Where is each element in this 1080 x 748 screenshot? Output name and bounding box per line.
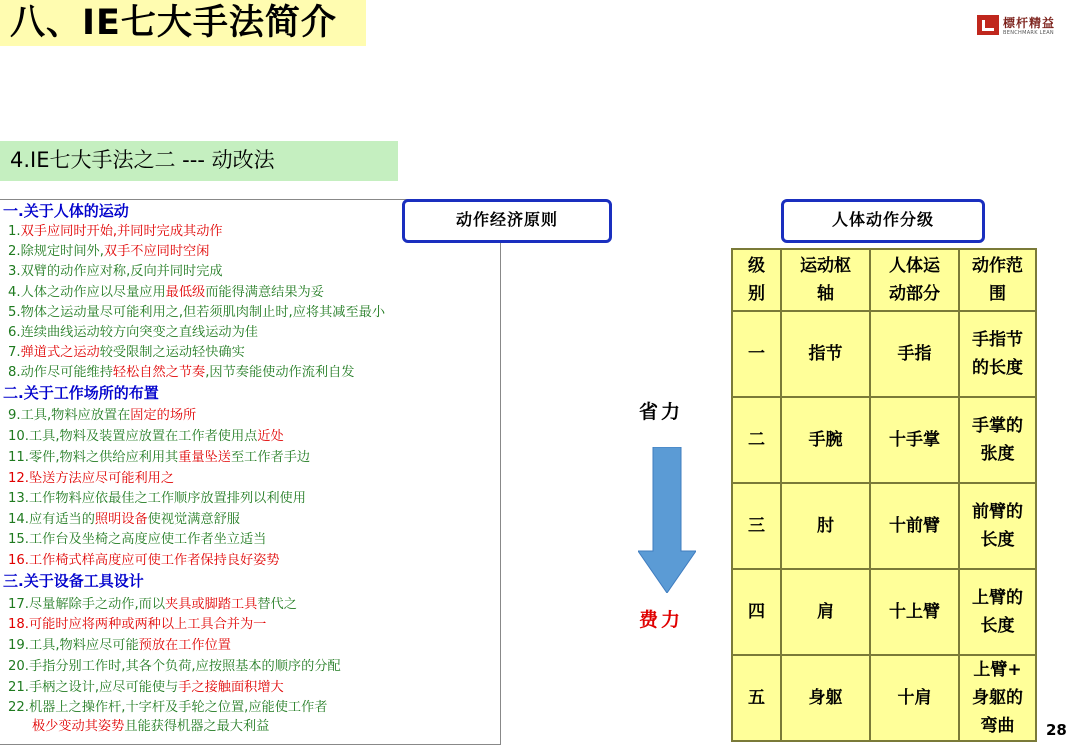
list-item: 10.工具,物料及装置应放置在工作者使用点近处 (8, 429, 284, 444)
list-item: 3.双臂的动作应对称,反向并同时完成 (8, 264, 223, 279)
body-part-cell: 十前臂 (870, 483, 959, 569)
list-item: 16.工作椅式样高度应可使工作者保持良好姿势 (8, 553, 280, 568)
pivot-cell: 肘 (781, 483, 870, 569)
list-item: 5.物体之运动量尽可能利用之,但若须肌肉制止时,应将其减至最小 (8, 305, 386, 320)
list-item: 极少变动其姿势且能获得机器之最大利益 (32, 719, 270, 734)
header-cell: 动作范 围 (959, 249, 1036, 311)
range-cell: 上臂的 长度 (959, 569, 1036, 655)
range-cell: 手指节 的长度 (959, 311, 1036, 397)
section-heading-equipment-design: 三.关于设备工具设计 (3, 572, 144, 590)
list-item: 8.动作尽可能维持轻松自然之节奏,因节奏能使动作流利自发 (8, 365, 355, 380)
page-title: 八、IE七大手法简介 (10, 3, 337, 43)
level-cell: 四 (732, 569, 781, 655)
table-header-row (732, 249, 1036, 311)
body-part-cell: 手指 (870, 311, 959, 397)
list-item: 17.尽量解除手之动作,而以夹具或脚踏工具替代之 (8, 597, 297, 612)
table-row (732, 569, 1036, 655)
section-heading-human-motion: 一.关于人体的运动 (3, 202, 129, 220)
level-cell: 一 (732, 311, 781, 397)
list-item: 1.双手应同时开始,并同时完成其动作 (8, 224, 223, 239)
list-item: 20.手指分别工作时,其各个负荷,应按照基本的顺序的分配 (8, 659, 341, 674)
pivot-cell: 肩 (781, 569, 870, 655)
list-item: 12.坠送方法应尽可能利用之 (8, 471, 175, 486)
list-item: 15.工作台及坐椅之高度应使工作者坐立适当 (8, 532, 267, 547)
range-cell: 上臂+ 身躯的 弯曲 (959, 655, 1036, 741)
header-cell: 运动枢 轴 (781, 249, 870, 311)
grade-label-box: 人体动作分级 (781, 199, 985, 243)
list-item: 14.应有适当的照明设备使视觉满意舒服 (8, 512, 240, 527)
list-item: 2.除规定时间外,双手不应同时空闲 (8, 244, 210, 259)
body-part-cell: 十肩 (870, 655, 959, 741)
body-part-cell: 十上臂 (870, 569, 959, 655)
more-effort-label: 费力 (639, 609, 684, 631)
list-item: 4.人体之动作应以尽量应用最低级而能得满意结果为妥 (8, 285, 324, 300)
level-cell: 五 (732, 655, 781, 741)
effort-arrow-icon (638, 447, 696, 593)
range-cell: 手掌的 张度 (959, 397, 1036, 483)
list-item: 18.可能时应将两种或两种以上工具合并为一 (8, 617, 267, 632)
list-item: 13.工作物料应依最佳之工作顺序放置排列以利使用 (8, 491, 306, 506)
body-part-cell: 十手掌 (870, 397, 959, 483)
table-row (732, 397, 1036, 483)
level-cell: 二 (732, 397, 781, 483)
list-item: 11.零件,物料之供给应利用其重量坠送至工作者手边 (8, 450, 311, 465)
header-cell: 级 别 (732, 249, 781, 311)
logo-mark-icon (977, 15, 999, 35)
list-item: 19.工具,物料应尽可能预放在工作位置 (8, 638, 231, 653)
table-row (732, 311, 1036, 397)
principles-label-box: 动作经济原则 (402, 199, 612, 243)
table-row (732, 655, 1036, 741)
header-cell: 人体运 动部分 (870, 249, 959, 311)
table-row (732, 483, 1036, 569)
list-item: 6.连续曲线运动较方向突变之直线运动为佳 (8, 325, 258, 340)
range-cell: 前臂的 长度 (959, 483, 1036, 569)
list-item: 9.工具,物料应放置在固定的场所 (8, 408, 197, 423)
list-item: 22.机器上之操作杆,十字杆及手轮之位置,应能使工作者 (8, 700, 328, 715)
section-subtitle: 4.IE七大手法之二 --- 动改法 (10, 148, 275, 172)
page-number: 28 (1046, 721, 1067, 739)
list-item: 7.弹道式之运动较受限制之运动轻快确实 (8, 345, 245, 360)
level-cell: 三 (732, 483, 781, 569)
logo-subtext: BENCHMARK LEAN (1003, 30, 1054, 36)
principles-list (0, 199, 501, 745)
pivot-cell: 指节 (781, 311, 870, 397)
list-item: 21.手柄之设计,应尽可能使与手之接触面积增大 (8, 680, 284, 695)
pivot-cell: 身躯 (781, 655, 870, 741)
section-heading-workplace-layout: 二.关于工作场所的布置 (3, 384, 159, 402)
brand-logo (977, 13, 1056, 41)
motion-grade-table (731, 248, 1037, 742)
less-effort-label: 省力 (639, 401, 684, 423)
pivot-cell: 手腕 (781, 397, 870, 483)
logo-text: 標杆精益 (1003, 16, 1056, 30)
